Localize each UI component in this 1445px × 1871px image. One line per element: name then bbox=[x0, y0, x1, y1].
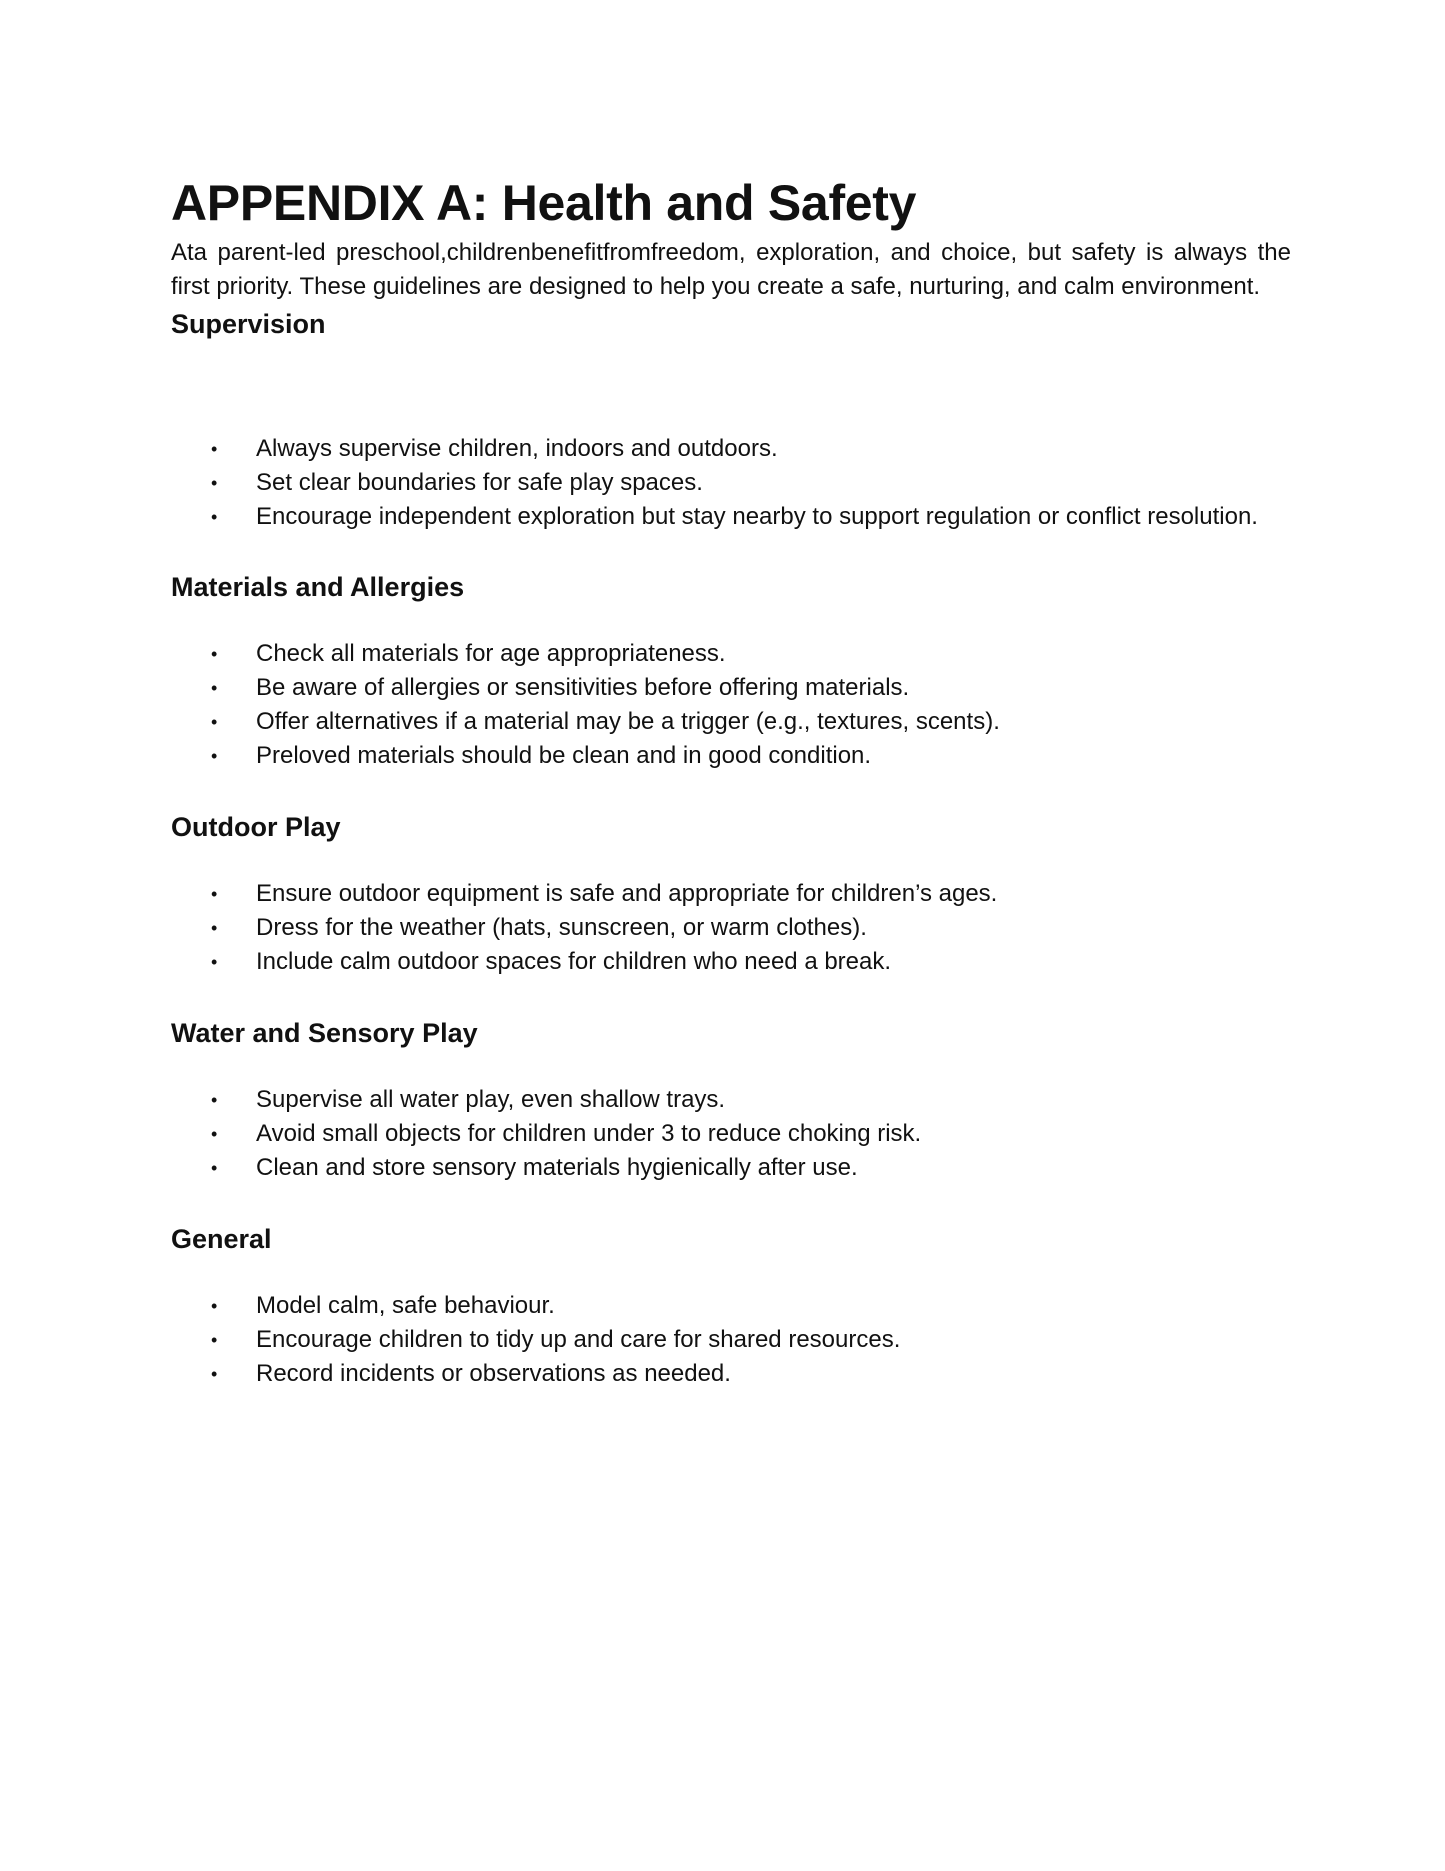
list-item bbox=[171, 671, 1291, 705]
bullet-icon: • bbox=[211, 473, 218, 493]
list-item bbox=[171, 911, 1291, 945]
list-item bbox=[171, 1151, 1291, 1185]
list-item-text: Ensure outdoor equipment is safe and appropriate for children’s ages. bbox=[256, 880, 998, 907]
list-item-text: Record incidents or observations as needed. bbox=[256, 1360, 731, 1387]
bullet-icon: • bbox=[211, 746, 218, 766]
list-item bbox=[171, 877, 1291, 911]
bullet-list bbox=[171, 432, 1291, 534]
list-item-text: Offer alternatives if a material may be a trigger (e.g., textures, scents). bbox=[256, 708, 1000, 735]
bullet-list bbox=[171, 877, 1291, 979]
bullet-icon: • bbox=[211, 1330, 218, 1350]
list-item-text: Be aware of allergies or sensitivities before offering materials. bbox=[256, 674, 910, 701]
list-item bbox=[171, 432, 1291, 466]
intro-paragraph: Ata parent-led preschool,childrenbenefitfromfreedom, exploration, and choice, but safety is always the first priority. These guidelines are designed to help you create a safe, nurturing, and calm environment. bbox=[171, 239, 1291, 300]
list-item bbox=[171, 466, 1291, 500]
list-item-text: Preloved materials should be clean and in good condition. bbox=[256, 742, 872, 769]
list-item bbox=[171, 945, 1291, 979]
bullet-icon: • bbox=[211, 1124, 218, 1144]
bullet-icon: • bbox=[211, 1158, 218, 1178]
section-outdoor-play bbox=[171, 809, 1291, 979]
list-item-text: Supervise all water play, even shallow trays. bbox=[256, 1086, 726, 1113]
list-item bbox=[171, 739, 1291, 773]
bullet-icon: • bbox=[211, 1090, 218, 1110]
document-page bbox=[171, 172, 1291, 1391]
list-item bbox=[171, 1357, 1291, 1391]
bullet-icon: • bbox=[211, 644, 218, 664]
page-title: APPENDIX A: Health and Safety bbox=[171, 175, 917, 231]
bullet-list bbox=[171, 1083, 1291, 1185]
bullet-icon: • bbox=[211, 1296, 218, 1316]
bullet-icon: • bbox=[211, 918, 218, 938]
list-item-text: Set clear boundaries for safe play spaces. bbox=[256, 469, 703, 496]
section-materials-and-allergies bbox=[171, 569, 1291, 773]
list-item bbox=[171, 500, 1291, 534]
section-heading: Water and Sensory Play bbox=[171, 1018, 478, 1048]
list-item bbox=[171, 1289, 1291, 1323]
list-item-text: Include calm outdoor spaces for children who need a break. bbox=[256, 948, 892, 975]
list-item-text: Always supervise children, indoors and outdoors. bbox=[256, 435, 778, 462]
list-item-text: Avoid small objects for children under 3 to reduce choking risk. bbox=[256, 1120, 922, 1147]
list-item-text: Model calm, safe behaviour. bbox=[256, 1292, 555, 1319]
section-water-and-sensory-play bbox=[171, 1015, 1291, 1185]
list-item bbox=[171, 705, 1291, 739]
list-item bbox=[171, 1083, 1291, 1117]
bullet-icon: • bbox=[211, 1364, 218, 1384]
list-item-text: Check all materials for age appropriateness. bbox=[256, 640, 726, 667]
bullet-icon: • bbox=[211, 678, 218, 698]
bullet-icon: • bbox=[211, 884, 218, 904]
list-item bbox=[171, 1323, 1291, 1357]
section-general bbox=[171, 1221, 1291, 1391]
bullet-list bbox=[171, 1289, 1291, 1391]
list-item-text: Encourage children to tidy up and care for shared resources. bbox=[256, 1326, 901, 1353]
bullet-icon: • bbox=[211, 439, 218, 459]
section-heading: Outdoor Play bbox=[171, 812, 341, 842]
list-item-text: Dress for the weather (hats, sunscreen, or warm clothes). bbox=[256, 914, 867, 941]
section-heading: Supervision bbox=[171, 309, 326, 339]
bullet-icon: • bbox=[211, 507, 218, 527]
section-supervision bbox=[171, 306, 1291, 534]
section-heading: General bbox=[171, 1224, 272, 1254]
list-item-text: Encourage independent exploration but stay nearby to support regulation or conflict resolution. bbox=[256, 503, 1258, 530]
list-item-text: Clean and store sensory materials hygienically after use. bbox=[256, 1154, 858, 1181]
list-item bbox=[171, 1117, 1291, 1151]
bullet-icon: • bbox=[211, 952, 218, 972]
bullet-icon: • bbox=[211, 712, 218, 732]
list-item bbox=[171, 637, 1291, 671]
bullet-list bbox=[171, 637, 1291, 773]
section-heading: Materials and Allergies bbox=[171, 572, 465, 602]
